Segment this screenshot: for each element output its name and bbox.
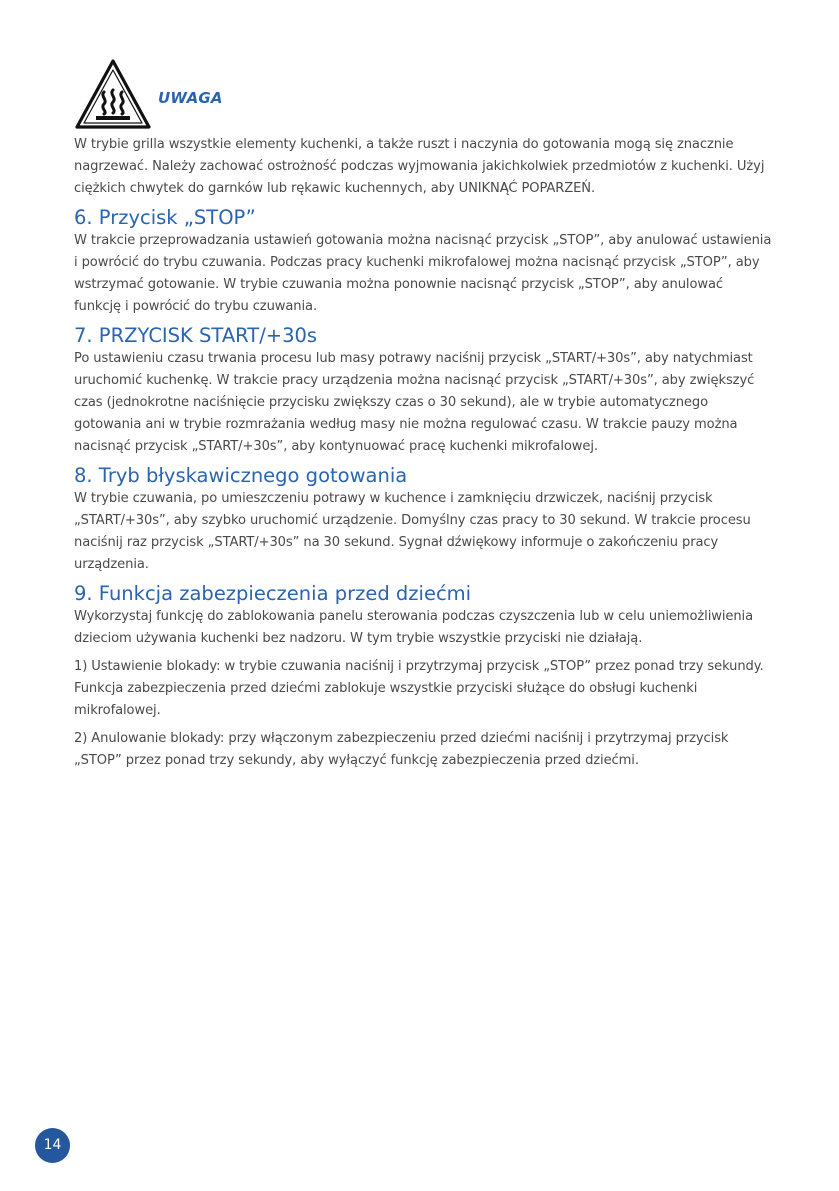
section-title-stop: 6. Przycisk „STOP” — [74, 206, 256, 229]
section-paragraph: W trybie czuwania, po umieszczeniu potrawy w kuchence i zamknięciu drzwiczek, naciśnij przycisk „START/+30s”, aby szybko uruchomić urządzenie. Domyślny czas pracy to 30 sekund. W trakcie procesu naciśnij raz przycisk „START/+30s” na 30 sekund. Sygnał dźwiękowy informuje o zakończeniu pracy urządzenia. — [74, 491, 751, 572]
section-paragraph: W trakcie przeprowadzania ustawień gotowania można nacisnąć przycisk „STOP”, aby anulować ustawienia i powrócić do trybu czuwania. Podczas pracy kuchenki mikrofalowej można nacisnąć przycisk „STOP”, aby wstrzymać gotowanie. W trybie czuwania można ponownie nacisnąć przycisk „STOP”, aby anulować funkcję i powrócić do trybu czuwania. — [74, 233, 772, 314]
warning-label: UWAGA — [158, 89, 223, 107]
section-title-quick-cook: 8. Tryb błyskawicznego gotowania — [74, 464, 408, 487]
warning-text: W trybie grilla wszystkie elementy kuchenki, a także ruszt i naczynia do gotowania mogą się znacznie nagrzewać. Należy zachować ostrożność podczas wyjmowania jakichkolwiek przedmiotów z kuchenki. Użyj ciężkich chwytek do garnków lub rękawic kuchennych, aby UNIKNĄĆ POPARZEŃ. — [74, 137, 765, 196]
section-title-start: 7. PRZYCISK START/+30s — [74, 324, 318, 347]
section-paragraph: 2) Anulowanie blokady: przy włączonym zabezpieczeniu przed dziećmi naciśnij i przytrzymaj przycisk „STOP” przez ponad trzy sekundy, aby wyłączyć funkcję zabezpieczenia przed dziećmi. — [74, 731, 729, 768]
content — [74, 134, 774, 772]
section-paragraph: Po ustawieniu czasu trwania procesu lub masy potrawy naciśnij przycisk „START/+30s”, aby natychmiast uruchomić kuchenkę. W trakcie pracy urządzenia można nacisnąć przycisk „START/+30s”, aby zwiększyć czas (jednokrotne naciśnięcie przycisku zwiększy czas o 30 sekund), ale w trybie automatycznego gotowania ani w trybie rozmrażania według masy nie można regulować czasu. W trakcie pauzy można nacisnąć przycisk „START/+30s”, aby kontynuować pracę kuchenki mikrofalowej. — [74, 351, 755, 454]
section-title-child-lock: 9. Funkcja zabezpieczenia przed dziećmi — [74, 582, 472, 605]
hot-surface-warning-icon — [74, 58, 152, 130]
page-number-badge: 14 — [35, 1128, 70, 1163]
section-paragraph: Wykorzystaj funkcję do zablokowania panelu sterowania podczas czyszczenia lub w celu uniemożliwienia dzieciom używania kuchenki bez nadzoru. W tym trybie wszystkie przyciski nie działają. — [74, 609, 753, 646]
section-paragraph: 1) Ustawienie blokady: w trybie czuwania naciśnij i przytrzymaj przycisk „STOP” przez ponad trzy sekundy. Funkcja zabezpieczenia przed dziećmi zablokuje wszystkie przyciski służące do obsługi kuchenki mikrofalowej. — [74, 659, 764, 718]
